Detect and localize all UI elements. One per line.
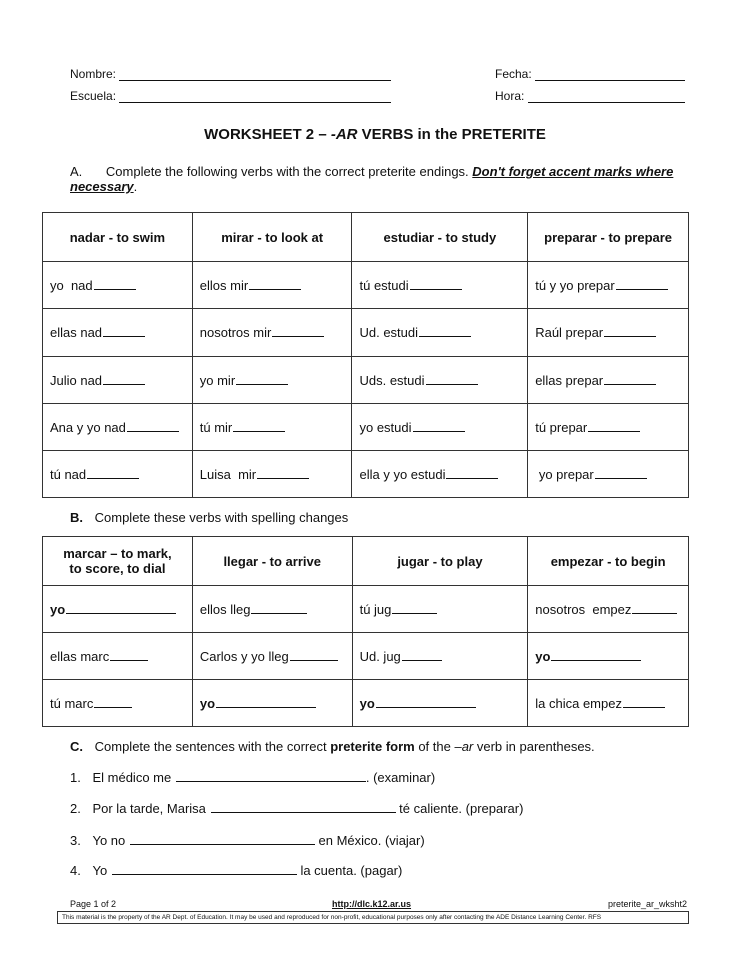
answer-blank[interactable]: [110, 648, 148, 661]
sentence-after: té caliente. (preparar): [399, 801, 524, 816]
section-b-letter: B.: [70, 510, 83, 525]
sentence-1: [70, 769, 435, 785]
table-row: [43, 309, 689, 356]
answer-blank[interactable]: [233, 419, 285, 432]
sentence-before: Yo no: [92, 833, 126, 848]
verb-cell: [352, 451, 528, 498]
date-line[interactable]: [535, 68, 685, 81]
verb-cell: [528, 262, 689, 309]
verb-cell: [352, 262, 528, 309]
verb-stem: Raúl prepar: [535, 325, 604, 341]
answer-blank[interactable]: [94, 695, 132, 708]
verb-stem: tú marc: [50, 696, 94, 711]
verb-stem: Ud. estudi: [359, 325, 419, 341]
verb-cell: [528, 403, 689, 450]
answer-blank[interactable]: [392, 601, 437, 614]
section-c-text-bold: preterite form: [330, 739, 415, 754]
verb-cell: [43, 586, 193, 633]
answer-blank[interactable]: [257, 466, 309, 479]
sentence-before: El médico me: [92, 770, 172, 785]
sentence-number: 3.: [70, 833, 81, 848]
name-label: Nombre:: [70, 67, 117, 81]
verb-stem: yo: [199, 696, 216, 711]
section-c-instructions: [70, 739, 595, 754]
answer-blank[interactable]: [66, 601, 176, 614]
table-section-b: [42, 536, 689, 727]
sentence-number: 2.: [70, 801, 81, 816]
verb-cell: [192, 633, 352, 680]
verb-cell: [43, 403, 193, 450]
answer-blank[interactable]: [290, 648, 338, 661]
verb-stem: ellos lleg: [199, 602, 251, 617]
answer-blank[interactable]: [176, 769, 366, 782]
answer-blank[interactable]: [616, 277, 668, 290]
verb-stem: Carlos y yo lleg: [199, 649, 289, 664]
verb-cell: [43, 633, 193, 680]
answer-blank[interactable]: [130, 832, 315, 845]
answer-blank[interactable]: [402, 648, 442, 661]
section-c-letter: C.: [70, 739, 83, 754]
table-row: [43, 403, 689, 450]
verb-stem: Ana y yo nad: [50, 420, 126, 436]
verb-stem: yo: [50, 602, 66, 617]
answer-blank[interactable]: [272, 324, 324, 337]
answer-blank[interactable]: [236, 372, 288, 385]
answer-blank[interactable]: [604, 324, 656, 337]
verb-stem: ella y yo estudi: [359, 467, 446, 483]
column-header: mirar - to look at: [192, 213, 352, 262]
verb-cell: [528, 586, 689, 633]
table-row: [43, 680, 689, 727]
verb-cell: [352, 680, 528, 727]
document-code: preterite_ar_wksht2: [607, 899, 687, 909]
answer-blank[interactable]: [94, 277, 136, 290]
verb-cell: [352, 633, 528, 680]
verb-stem: ellas prepar: [535, 372, 604, 388]
verb-cell: [192, 586, 352, 633]
legal-notice: This material is the property of the AR Dept. of Education. It may be used and reproduced for non-profit, educational purposes only after contacting the ADE Distance Learning Center. RFS: [57, 911, 689, 924]
answer-blank[interactable]: [551, 648, 641, 661]
verb-stem: tú prepar: [535, 420, 588, 436]
time-field[interactable]: [495, 89, 685, 103]
verb-cell: [192, 262, 352, 309]
verb-cell: [43, 262, 193, 309]
answer-blank[interactable]: [446, 466, 498, 479]
time-label: Hora:: [495, 89, 525, 103]
verb-stem: nosotros mir: [199, 325, 272, 341]
answer-blank[interactable]: [410, 277, 462, 290]
section-c-text-pre: Complete the sentences with the correct: [94, 739, 331, 754]
answer-blank[interactable]: [112, 862, 297, 875]
answer-blank[interactable]: [87, 466, 139, 479]
school-line[interactable]: [119, 90, 391, 103]
verb-stem: Julio nad: [50, 372, 103, 388]
section-c-text-mid: of the –: [414, 739, 462, 754]
section-b-text: Complete these verbs with spelling changes: [94, 510, 349, 525]
verb-cell: [528, 451, 689, 498]
section-a-end: .: [133, 179, 138, 194]
sentence-3: [70, 832, 425, 848]
verb-stem: tú nad: [50, 467, 87, 483]
sentence-number: 4.: [70, 863, 81, 878]
name-field[interactable]: [70, 67, 391, 81]
answer-blank[interactable]: [376, 695, 476, 708]
date-field[interactable]: [495, 67, 685, 81]
answer-blank[interactable]: [249, 277, 301, 290]
answer-blank[interactable]: [426, 372, 478, 385]
section-c-text-ar: ar: [461, 739, 474, 754]
answer-blank[interactable]: [413, 419, 465, 432]
section-c-text-post: verb in parentheses.: [473, 739, 595, 754]
column-header: empezar - to begin: [528, 537, 689, 586]
column-header: nadar - to swim: [43, 213, 193, 262]
answer-blank[interactable]: [604, 372, 656, 385]
verb-stem: ellas marc: [50, 649, 110, 664]
title-suffix: VERBS in the PRETERITE: [357, 126, 546, 143]
column-header: jugar - to play: [352, 537, 528, 586]
sentence-4: [70, 862, 402, 878]
footer-url[interactable]: http://dlc.k12.ar.us: [332, 899, 412, 909]
verb-stem: yo nad: [50, 278, 93, 294]
verb-stem: yo: [535, 649, 551, 664]
answer-blank[interactable]: [211, 800, 396, 813]
verb-cell: [352, 309, 528, 356]
verb-cell: [192, 356, 352, 403]
sentence-after: en México. (viajar): [318, 833, 425, 848]
verb-cell: [528, 680, 689, 727]
answer-blank[interactable]: [419, 324, 471, 337]
answer-blank[interactable]: [103, 324, 145, 337]
verb-stem: Uds. estudi: [359, 372, 425, 388]
verb-cell: [43, 451, 193, 498]
sentence-before: Yo: [92, 863, 108, 878]
school-label: Escuela:: [70, 89, 117, 103]
verb-stem: yo: [359, 696, 375, 711]
verb-cell: [192, 309, 352, 356]
verb-stem: yo estudi: [359, 420, 412, 436]
page-number: Page 1 of 2: [70, 899, 117, 909]
verb-cell: [528, 309, 689, 356]
verb-cell: [352, 403, 528, 450]
table-row: [43, 586, 689, 633]
school-field[interactable]: [70, 89, 391, 103]
verb-cell: [192, 451, 352, 498]
sentence-after: la cuenta. (pagar): [300, 863, 403, 878]
section-a-text: Complete the following verbs with the correct preterite endings.: [105, 164, 469, 179]
table-section-a: [42, 212, 689, 498]
verb-stem: tú jug: [359, 602, 392, 617]
table-row: [43, 633, 689, 680]
sentence-after: . (examinar): [365, 770, 436, 785]
table-row: [43, 356, 689, 403]
section-a-letter: A.: [70, 164, 83, 179]
answer-blank[interactable]: [632, 601, 677, 614]
verb-stem: Luisa mir: [199, 467, 257, 483]
verb-cell: [352, 586, 528, 633]
verb-stem: tú y yo prepar: [535, 278, 615, 294]
verb-stem: Ud. jug: [359, 649, 401, 664]
answer-blank[interactable]: [623, 695, 665, 708]
column-header: llegar - to arrive: [192, 537, 352, 586]
name-line[interactable]: [119, 68, 391, 81]
verb-stem: ellos mir: [199, 278, 249, 294]
answer-blank[interactable]: [127, 419, 179, 432]
verb-cell: [528, 633, 689, 680]
answer-blank[interactable]: [595, 466, 647, 479]
answer-blank[interactable]: [588, 419, 640, 432]
sentence-number: 1.: [70, 770, 81, 785]
verb-cell: [528, 356, 689, 403]
answer-blank[interactable]: [216, 695, 316, 708]
verb-cell: [352, 356, 528, 403]
answer-blank[interactable]: [251, 601, 307, 614]
answer-blank[interactable]: [103, 372, 145, 385]
title-prefix: WORKSHEET 2 –: [204, 126, 331, 143]
verb-stem: nosotros empez: [535, 602, 632, 617]
verb-stem: tú estudi: [359, 278, 409, 294]
column-header: estudiar - to study: [352, 213, 528, 262]
section-a-instructions: [70, 164, 690, 194]
column-header: preparar - to prepare: [528, 213, 689, 262]
verb-cell: [192, 403, 352, 450]
verb-stem: tú mir: [199, 420, 233, 436]
table-row: [43, 451, 689, 498]
verb-stem: yo prepar: [535, 467, 594, 483]
sentence-before: Por la tarde, Marisa: [92, 801, 206, 816]
worksheet-title: [0, 126, 750, 143]
time-line[interactable]: [528, 90, 685, 103]
verb-stem: ellas nad: [50, 325, 103, 341]
verb-cell: [43, 680, 193, 727]
section-b-instructions: [70, 510, 348, 525]
column-header: marcar – to mark, to score, to dial: [43, 537, 193, 586]
verb-stem: yo mir: [199, 372, 236, 388]
sentence-2: [70, 800, 523, 816]
verb-cell: [43, 356, 193, 403]
verb-stem: la chica empez: [535, 696, 622, 711]
verb-cell: [192, 680, 352, 727]
date-label: Fecha:: [495, 67, 532, 81]
verb-cell: [43, 309, 193, 356]
table-row: [43, 262, 689, 309]
title-ar: -AR: [330, 126, 358, 143]
section-a-emphasis: Don't forget accent marks where necessary: [70, 164, 674, 194]
